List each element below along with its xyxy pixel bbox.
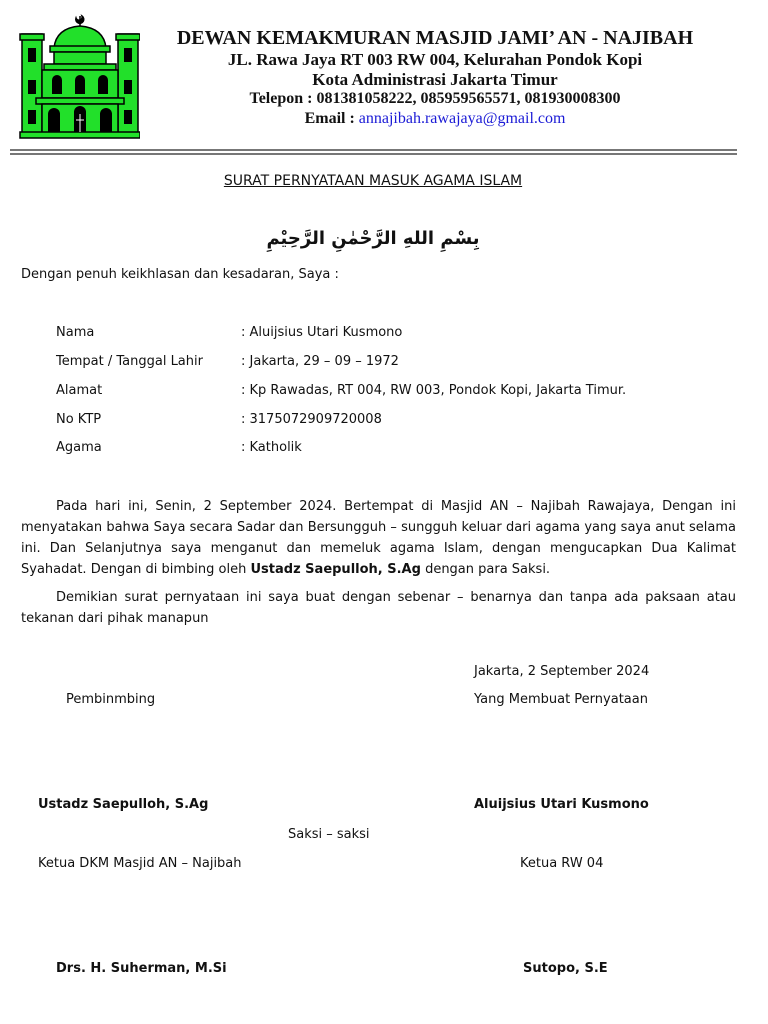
email-link[interactable]: annajibah.rawajaya@gmail.com (358, 110, 566, 127)
witness-left-role: Ketua DKM Masjid AN – Najibah (38, 856, 242, 871)
address-line-2: Kota Administrasi Jakarta Timur (312, 70, 558, 89)
phone-line: Telepon : 081381058222, 085959565571, 081930008300 (249, 90, 621, 107)
signature-left-role: Pembinmbing (66, 692, 156, 707)
field-label-ttl: Tempat / Tanggal Lahir (56, 354, 203, 369)
witness-left-name: Drs. H. Suherman, M.Si (56, 961, 227, 976)
bismillah: بِسْمِ اللهِ الرَّحْمٰنِ الرَّحِيْمِ (266, 228, 480, 249)
header-divider-top (10, 149, 737, 151)
field-label-ktp: No KTP (56, 412, 102, 427)
witness-right-name: Sutopo, S.E (523, 961, 608, 976)
body-paragraph-2: Demikian surat pernyataan ini saya buat dengan sebenar – benarnya dan tanpa ada paksaan atau tekanan dari pihak manapun (21, 590, 736, 626)
field-value-ttl: : Jakarta, 29 – 09 – 1972 (241, 354, 399, 369)
field-value-alamat: : Kp Rawadas, RT 004, RW 003, Pondok Kopi, Jakarta Timur. (241, 383, 627, 398)
field-value-ktp: : 3175072909720008 (241, 412, 382, 427)
body-paragraph-1 (21, 496, 736, 580)
body-paragraph-1-ustadz: Ustadz Saepulloh, S.Ag (250, 562, 421, 577)
body-paragraph-1-text: Pada hari ini, Senin, 2 September 2024. Bertempat di Masjid AN – Najibah Rawajaya, Dengan ini menyatakan bahwa Saya secara Sadar dan Bersungguh – sungguh keluar dari agama yang saya anut selama ini. Dan Selanjutnya saya menganut dan memeluk agama Islam, dengan mengucapkan Dua Kalimat Syahadat. Dengan di bimbing oleh (21, 499, 736, 577)
signature-right-role: Yang Membuat Pernyataan (474, 692, 648, 707)
signature-right-name: Aluijsius Utari Kusmono (474, 797, 649, 812)
org-name: DEWAN KEMAKMURAN MASJID JAMI’ AN - NAJIBAH (176, 27, 694, 49)
place-date: Jakarta, 2 September 2024 (474, 664, 650, 679)
header-divider-bottom (10, 153, 737, 155)
email-line (150, 110, 720, 128)
field-value-agama: : Katholik (241, 440, 302, 455)
intro-text: Dengan penuh keikhlasan dan kesadaran, Saya : (21, 267, 339, 282)
witness-right-role: Ketua RW 04 (520, 856, 604, 871)
document-title: SURAT PERNYATAAN MASUK AGAMA ISLAM (223, 173, 523, 189)
email-label: Email : (304, 110, 355, 127)
signature-left-name: Ustadz Saepulloh, S.Ag (38, 797, 209, 812)
address-line-1: JL. Rawa Jaya RT 003 RW 004, Kelurahan Pondok Kopi (227, 50, 643, 69)
field-value-nama: : Aluijsius Utari Kusmono (241, 325, 403, 340)
field-label-agama: Agama (56, 440, 102, 455)
body-paragraph-1-end: dengan para Saksi. (425, 562, 551, 577)
mosque-logo-icon (18, 14, 140, 139)
field-label-alamat: Alamat (56, 383, 103, 398)
field-label-nama: Nama (56, 325, 95, 340)
witness-label: Saksi – saksi (288, 827, 370, 842)
